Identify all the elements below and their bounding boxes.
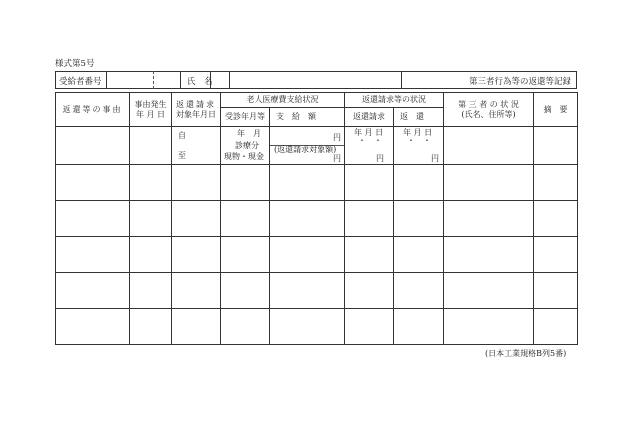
ymd-label: 年 月 日	[403, 128, 433, 137]
recipient-number-divider	[153, 71, 154, 89]
cell-consultation-month[interactable]	[221, 127, 270, 165]
goods-cash-label: 現物・現金	[224, 152, 264, 161]
cell-third-party[interactable]	[444, 237, 534, 273]
cell-occurrence-date[interactable]	[130, 309, 172, 345]
cell-third-party[interactable]	[444, 165, 534, 201]
cell-third-party[interactable]	[444, 273, 534, 309]
cell-target-date[interactable]	[172, 165, 221, 201]
cell-return-request[interactable]	[345, 201, 394, 237]
dots-label: ・ ・	[407, 136, 431, 145]
return-record-table	[55, 92, 578, 345]
col-third-party-l1: 第 三 者 の 状 況	[458, 99, 519, 109]
cell-third-party[interactable]	[444, 309, 534, 345]
cell-return[interactable]	[394, 273, 444, 309]
cell-occurrence-date[interactable]	[130, 273, 172, 309]
cell-return[interactable]	[394, 237, 444, 273]
cell-third-party[interactable]	[444, 201, 534, 237]
col-occurrence-date	[130, 93, 172, 127]
table-row	[56, 127, 578, 165]
cell-summary[interactable]	[534, 237, 578, 273]
cell-third-party[interactable]	[444, 127, 534, 165]
cell-return[interactable]	[394, 201, 444, 237]
col-target-date-l2: 対象年月日	[176, 109, 216, 119]
cell-return[interactable]	[394, 165, 444, 201]
col-occurrence-date-l1: 事由発生	[134, 99, 167, 109]
cell-reason[interactable]	[56, 309, 130, 345]
cell-target-date[interactable]	[172, 237, 221, 273]
cell-summary[interactable]	[534, 273, 578, 309]
name-label: 氏 名	[187, 77, 213, 87]
cell-payment-amount[interactable]	[270, 309, 345, 345]
cell-reason[interactable]	[56, 237, 130, 273]
header-strip	[55, 71, 577, 89]
yen-label: 円	[333, 133, 341, 142]
recipient-number-label: 受給者番号	[59, 77, 102, 87]
cell-consultation-month[interactable]	[221, 165, 270, 201]
cell-target-date[interactable]	[172, 273, 221, 309]
cell-consultation-month[interactable]	[221, 237, 270, 273]
col-occurrence-date-l2: 年 月 日	[135, 109, 166, 119]
cell-consultation-month[interactable]	[221, 201, 270, 237]
to-label: 至	[178, 151, 186, 160]
col-consultation-month: 受診年月等	[221, 108, 270, 127]
col-payment-amount: 支 給 額	[270, 108, 345, 127]
cell-target-date[interactable]	[172, 127, 221, 165]
cell-target-date[interactable]	[172, 309, 221, 345]
from-label: 自	[178, 131, 186, 140]
cell-occurrence-date[interactable]	[130, 237, 172, 273]
cell-return-request[interactable]	[345, 309, 394, 345]
table-row	[56, 237, 578, 273]
col-target-date	[172, 93, 221, 127]
cell-target-date[interactable]	[172, 201, 221, 237]
col-return-request: 返還請求	[345, 108, 394, 127]
cell-occurrence-date[interactable]	[130, 165, 172, 201]
cell-payment-amount[interactable]	[270, 127, 345, 165]
cell-return-request[interactable]	[345, 165, 394, 201]
cell-return-request[interactable]	[345, 127, 394, 165]
table-row	[56, 165, 578, 201]
cell-return[interactable]	[394, 309, 444, 345]
return-target-amount-label: (返還請求対象額)	[274, 145, 337, 154]
form-number: 様式第5号	[55, 59, 95, 69]
cell-summary[interactable]	[534, 165, 578, 201]
col-target-date-l1: 返還請求	[176, 99, 216, 109]
col-third-party	[444, 93, 534, 127]
yen-label: 円	[333, 154, 341, 163]
consult-portion-label: 診療分	[235, 141, 259, 150]
col-third-party-l2: (氏名、住所等)	[461, 109, 516, 119]
cell-payment-amount[interactable]	[270, 201, 345, 237]
col-summary: 摘 要	[534, 93, 578, 127]
footnote: (日本工業規格B列5番)	[485, 349, 567, 358]
cell-payment-amount[interactable]	[270, 165, 345, 201]
year-month-label: 年 月	[237, 129, 261, 138]
col-reason: 返還等の事由	[56, 93, 130, 127]
cell-return-request[interactable]	[345, 237, 394, 273]
form-title: 第三者行為等の返還等記録	[468, 77, 571, 87]
cell-reason[interactable]	[56, 201, 130, 237]
table-row	[56, 201, 578, 237]
table-row	[56, 309, 578, 345]
yen-label: 円	[376, 154, 384, 163]
col-return: 返 還	[394, 108, 444, 127]
cell-reason[interactable]	[56, 127, 130, 165]
ymd-label: 年 月 日	[354, 128, 384, 137]
cell-payment-amount[interactable]	[270, 237, 345, 273]
cell-payment-amount[interactable]	[270, 273, 345, 309]
cell-occurrence-date[interactable]	[130, 201, 172, 237]
yen-label: 円	[431, 154, 439, 163]
cell-summary[interactable]	[534, 127, 578, 165]
cell-consultation-month[interactable]	[221, 309, 270, 345]
cell-consultation-month[interactable]	[221, 273, 270, 309]
cell-return[interactable]	[394, 127, 444, 165]
cell-summary[interactable]	[534, 309, 578, 345]
col-return-status-group: 返還請求等の状況	[345, 93, 444, 108]
table-row	[56, 273, 578, 309]
dots-label: ・ ・	[358, 136, 382, 145]
cell-summary[interactable]	[534, 201, 578, 237]
cell-occurrence-date[interactable]	[130, 127, 172, 165]
cell-return-request[interactable]	[345, 273, 394, 309]
cell-reason[interactable]	[56, 165, 130, 201]
cell-reason[interactable]	[56, 273, 130, 309]
col-payment-status-group: 老人医療費支給状況	[221, 93, 345, 108]
